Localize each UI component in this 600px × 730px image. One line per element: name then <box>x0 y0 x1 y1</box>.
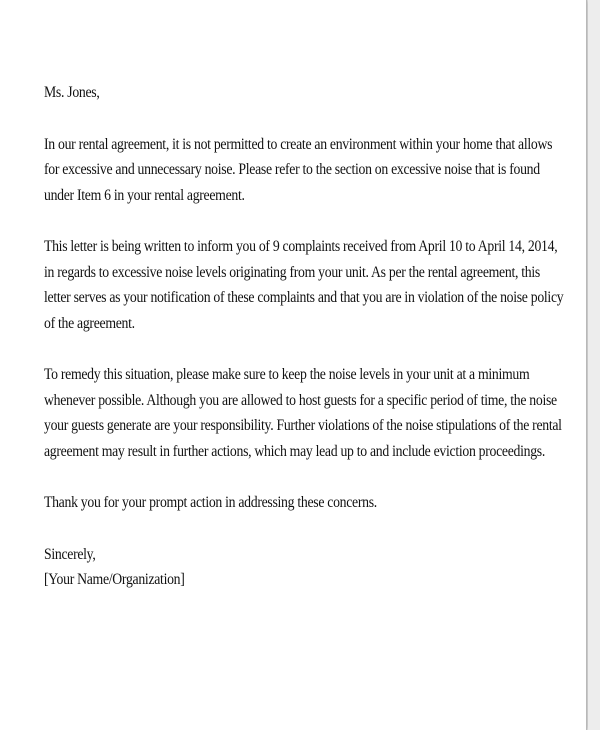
text-line: Thank you for your prompt action in addressing these concerns. <box>44 494 377 511</box>
scrollbar-track[interactable] <box>588 0 600 730</box>
text-line: In our rental agreement, it is not permitted to create an environment within your home that allows <box>44 135 553 153</box>
text-line: whenever possible. Although you are allowed to host guests for a specific period of time, the noise <box>44 391 557 409</box>
text-line: in regards to excessive noise levels originating from your unit. As per the rental agreement, this <box>44 263 540 281</box>
paragraph-complaints <box>44 234 564 336</box>
text-line: for excessive and unnecessary noise. Please refer to the section on excessive noise that is found <box>44 161 540 178</box>
paragraph-thanks <box>44 490 560 516</box>
text-line: of the agreement. <box>44 314 135 332</box>
closing-line: Sincerely, <box>44 545 96 563</box>
letter-body <box>44 80 564 593</box>
signature-placeholder: [Your Name/Organization] <box>44 571 185 588</box>
text-line: agreement may result in further actions, which may lead up to and include eviction proceedings. <box>44 442 546 460</box>
salutation: Ms. Jones, <box>44 84 100 101</box>
text-line: your guests generate are your responsibility. Further violations of the noise stipulations of the rental <box>44 417 562 434</box>
text-line: under Item 6 in your rental agreement. <box>44 186 245 204</box>
closing <box>44 542 560 593</box>
text-line: This letter is being written to inform you of 9 complaints received from April 10 to April 14, 2014, <box>44 238 558 255</box>
text-line: letter serves as your notification of these complaints and that you are in violation of the noise policy <box>44 289 564 306</box>
paragraph-remedy <box>44 362 560 464</box>
text-line: To remedy this situation, please make sure to keep the noise levels in your unit at a minimum <box>44 366 530 383</box>
paragraph-intro <box>44 132 560 209</box>
